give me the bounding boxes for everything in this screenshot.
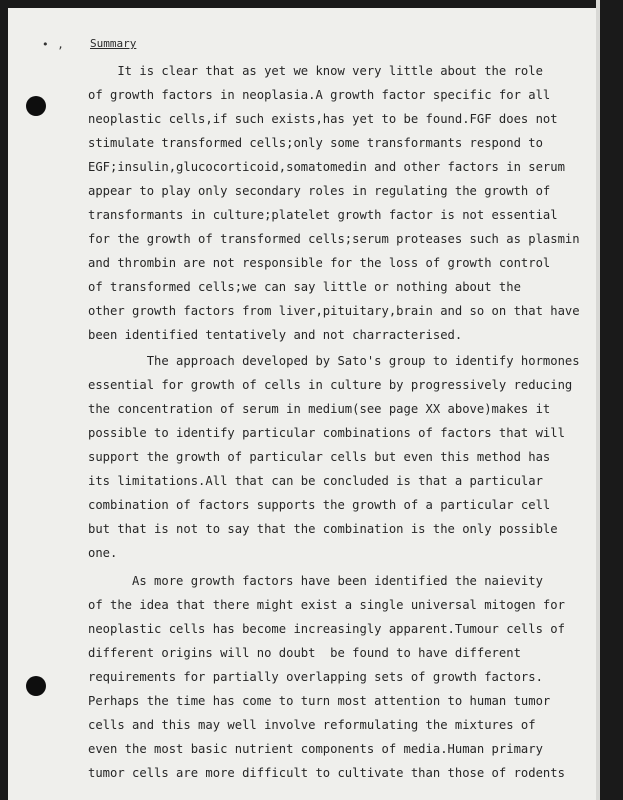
text-line: the concentration of serum in medium(see page XX above)makes it xyxy=(88,402,551,416)
page-edge xyxy=(596,0,600,800)
text-line: EGF;insulin,glucocorticoid,somatomedin and other factors in serum xyxy=(88,160,565,174)
text-line: of the idea that there might exist a single universal mitogen for xyxy=(88,598,565,612)
text-line: other growth factors from liver,pituitary,brain and so on that have xyxy=(88,304,580,318)
text-line: tumor cells are more difficult to cultivate than those of rodents xyxy=(88,766,565,780)
text-line: even the most basic nutrient components of media.Human primary xyxy=(88,742,543,756)
text-line: for the growth of transformed cells;serum proteases such as plasmin xyxy=(88,232,580,246)
text-line: combination of factors supports the growth of a particular cell xyxy=(88,498,551,512)
punch-hole xyxy=(26,676,46,696)
text-line: different origins will no doubt be found to have different xyxy=(88,646,521,660)
text-line: Perhaps the time has come to turn most attention to human tumor xyxy=(88,694,551,708)
text-line: of transformed cells;we can say little or nothing about the xyxy=(88,280,521,294)
text-line: one. xyxy=(88,546,118,560)
punch-hole xyxy=(26,96,46,116)
text-line: cells and this may well involve reformulating the mixtures of xyxy=(88,718,536,732)
text-line: been identified tentatively and not charracterised. xyxy=(88,328,463,342)
text-line: As more growth factors have been identified the naievity xyxy=(88,574,543,588)
text-line: stimulate transformed cells;only some transformants respond to xyxy=(88,136,543,150)
text-line: It is clear that as yet we know very little about the role xyxy=(88,64,543,78)
document-page xyxy=(8,8,600,800)
text-line: support the growth of particular cells but even this method has xyxy=(88,450,551,464)
text-line: possible to identify particular combinations of factors that will xyxy=(88,426,565,440)
text-line: of growth factors in neoplasia.A growth factor specific for all xyxy=(88,88,551,102)
margin-marks: • , xyxy=(42,38,65,51)
text-line: appear to play only secondary roles in regulating the growth of xyxy=(88,184,551,198)
text-line: requirements for partially overlapping sets of growth factors. xyxy=(88,670,543,684)
text-line: transformants in culture;platelet growth factor is not essential xyxy=(88,208,558,222)
page-title: Summary xyxy=(90,37,137,50)
text-line: essential for growth of cells in culture by progressively reducing xyxy=(88,378,573,392)
text-line: but that is not to say that the combination is the only possible xyxy=(88,522,558,536)
text-line: The approach developed by Sato's group to identify hormones xyxy=(88,354,580,368)
text-line: its limitations.All that can be concluded is that a particular xyxy=(88,474,543,488)
text-line: neoplastic cells has become increasingly apparent.Tumour cells of xyxy=(88,622,565,636)
text-line: neoplastic cells,if such exists,has yet to be found.FGF does not xyxy=(88,112,558,126)
text-line: and thrombin are not responsible for the loss of growth control xyxy=(88,256,551,270)
